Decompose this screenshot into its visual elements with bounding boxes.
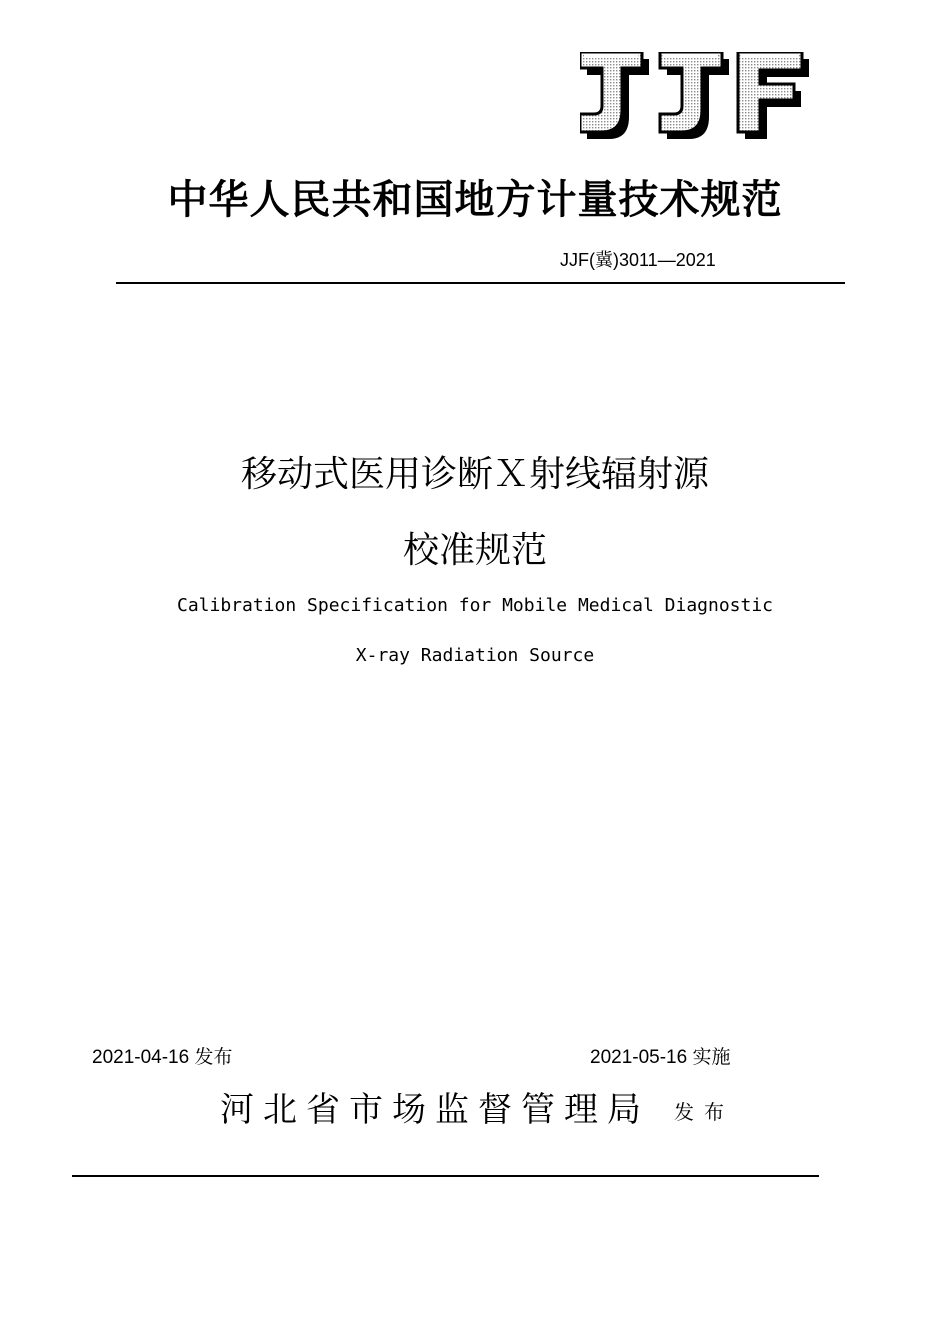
bottom-divider	[72, 1175, 819, 1177]
top-divider	[116, 282, 845, 284]
jjf-logo	[580, 52, 816, 146]
jjf-logo-graphic	[580, 52, 816, 146]
header-title: 中华人民共和国地方计量技术规范	[167, 176, 783, 223]
title-en-line2: X-ray Radiation Source	[355, 645, 595, 666]
issue-label: 发布	[674, 1100, 734, 1124]
implementation-date: 2021-05-16 实施	[590, 1047, 731, 1068]
title-en-line1: Calibration Specification for Mobile Medical Diagnostic	[176, 595, 774, 616]
title-zh-line2: 校准规范	[402, 530, 547, 571]
standard-number: JJF(冀)3011—2021	[560, 250, 716, 270]
title-zh-line1: 移动式医用诊断Ｘ射线辐射源	[240, 454, 709, 495]
issuing-authority: 河北省市场监督管理局	[220, 1090, 650, 1130]
release-date: 2021-04-16 发布	[92, 1047, 233, 1068]
